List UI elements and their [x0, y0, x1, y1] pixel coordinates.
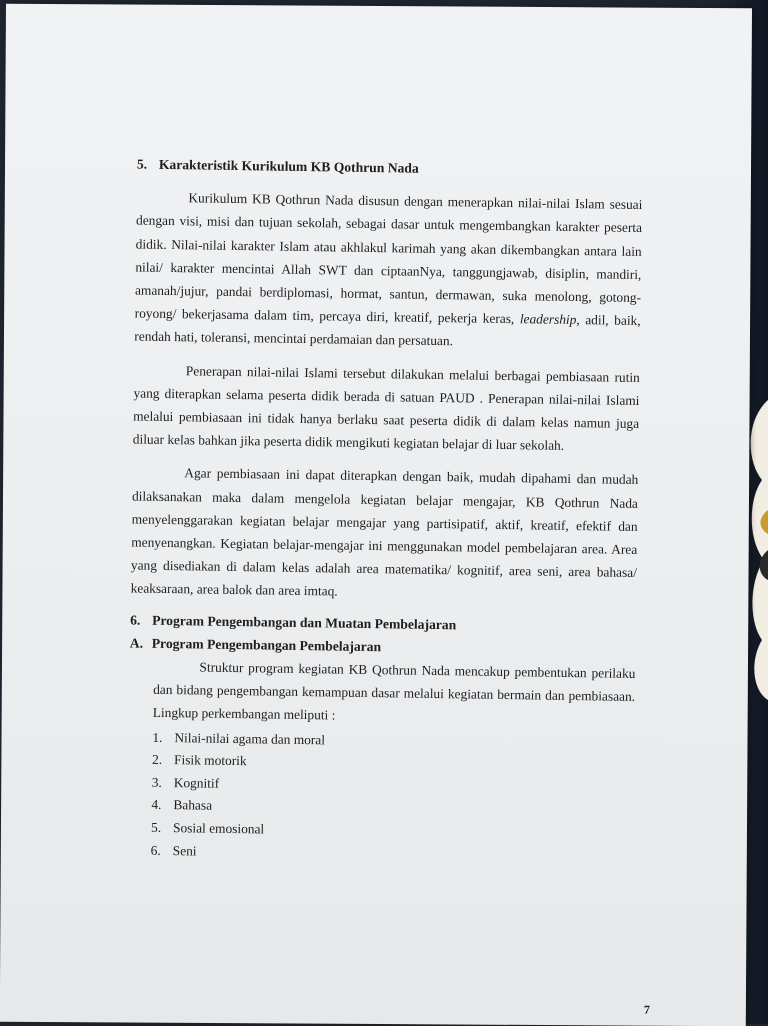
subsection-a-number: A.: [129, 635, 144, 651]
section-5-title: Karakteristik Kurikulum KB Qothrun Nada: [158, 156, 419, 176]
document-content: [127, 153, 643, 870]
list-item-text: Bahasa: [173, 797, 213, 814]
list-item-text: Seni: [172, 842, 197, 859]
section-5-paragraph-2: Penerapan nilai-nilai Islami tersebut dilakukan melalui berbagai pembiasaan rutin yang diterapkan selama peserta didik berada di satuan PAUD . Penerapan nilai-nilai Islami melalui pembiasaan ini tidak hanya berlaku saat peserta didik di dalam kelas namun juga diluar kelas bahkan jika peserta didik mengikuti kegiatan belajar di luar sekolah.: [132, 362, 640, 454]
document-page: [0, 4, 752, 1026]
section-6-number: 6.: [130, 612, 141, 628]
paragraph-italic-term: leadership: [519, 311, 577, 328]
section-5-paragraph-1: [134, 186, 642, 356]
page-number: 7: [643, 1002, 650, 1017]
list-item-text: Sosial emosional: [172, 820, 265, 837]
list-item-number: 6.: [150, 842, 161, 858]
paragraph-text: Kurikulum KB Qothrun Nada disusun dengan menerapkan nilai-nilai Islam sesuai dengan visi, misi dan tujuan sekolah, sebagai dasar untuk mengembangkan karakter peserta didik. Nilai-nilai karakter Islam atau akhlakul karimah yang akan dikembangkan antara lain nilai/ karakter mencintai Allah SWT dan ciptaanNya, tanggungjawab, disiplin, mandiri, amanah/jujur, pandai berdiplomasi, hormat, santun, dermawan, suka menolong, gotong-royong/ bekerjasama dalam tim, percaya diri, kreatif, pekerja keras,: [134, 190, 643, 327]
list-item-text: Nilai-nilai agama dan moral: [174, 729, 326, 748]
list-item-text: Kognitif: [173, 774, 220, 791]
list-item-number: 1.: [152, 729, 163, 745]
paragraph-text: , adil, baik, rendah hati, toleransi, mencintai perdamaian dan persatuan.: [134, 312, 641, 349]
section-5-paragraph-3: Agar pembiasaan ini dapat diterapkan dengan baik, mudah dipahami dan mudah dilaksanakan maka dalam mengelola kegiatan belajar mengajar, KB Qothrun Nada menyelenggarakan kegiatan belajar mengajar yang partisipatif, aktif, kreatif, efektif dan menyenangkan. Kegiatan belajar-mengajar ini menggunakan model pembelajaran area. Area yang disediakan di dalam kelas adalah area matematika/ kognitif, area seni, area bahasa/ keaksaraan, area balok dan area imtaq.: [130, 465, 639, 600]
development-scope-list: [151, 726, 635, 869]
section-5-number: 5.: [136, 156, 148, 172]
list-item-number: 2.: [151, 752, 163, 768]
list-item-text: Fisik motorik: [173, 752, 247, 769]
list-item-number: 3.: [151, 774, 162, 790]
subsection-a-title: Program Pengembangan Pembelajaran: [151, 635, 382, 655]
list-item-number: 4.: [151, 797, 162, 813]
subsection-a-paragraph: Struktur program kegiatan KB Qothrun Nada mencakup pembentukan perilaku dan bidang pengembangan kemampuan dasar melalui kegiatan bermain dan pembiasaan. Lingkup perkembangan meliputi :: [152, 659, 636, 723]
list-item-number: 5.: [150, 819, 162, 836]
section-6-title: Program Pengembangan dan Muatan Pembelajaran: [152, 612, 457, 632]
